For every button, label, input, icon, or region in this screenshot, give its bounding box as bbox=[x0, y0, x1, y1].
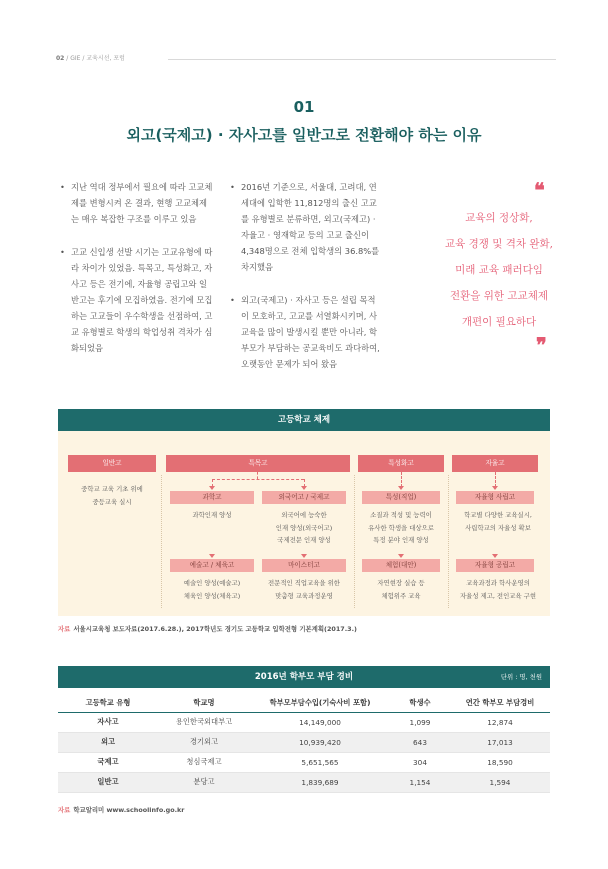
close-quote-icon: ❞ bbox=[536, 333, 547, 357]
header-rule bbox=[168, 59, 556, 60]
arrow-icon bbox=[492, 554, 498, 558]
subtype-arts: 예술고 / 체육고 bbox=[170, 559, 254, 572]
table-cell: 14,149,000 bbox=[250, 712, 390, 732]
source-label: 자료 bbox=[58, 806, 71, 814]
column-header: 고등학교 유형 bbox=[58, 694, 158, 712]
table-cell: 분당고 bbox=[158, 772, 250, 792]
subtype-public: 자율형 공립고 bbox=[456, 559, 534, 572]
table-cell: 용인한국외대부고 bbox=[158, 712, 250, 732]
table-cell: 국제고 bbox=[58, 752, 158, 772]
category-autonomous: 자율고 bbox=[452, 455, 538, 472]
source-text: 서울시교육청 보도자료(2017.6.28.), 2017학년도 경기도 고등학교 입학전형 기본계획(2017.3.) bbox=[73, 625, 357, 633]
general-desc bbox=[68, 483, 156, 508]
page-number: 02 bbox=[56, 55, 65, 62]
quote-line: 전환을 위한 고교체제 bbox=[450, 290, 548, 302]
desc-line: 유사한 학생을 대상으로 bbox=[368, 523, 434, 532]
desc-line: 자율성 제고, 전인교육 구현 bbox=[459, 591, 537, 600]
arrow-icon bbox=[209, 486, 215, 490]
subtype-science: 과학고 bbox=[170, 491, 254, 504]
quote-line: 미래 교육 패러다임 bbox=[455, 264, 543, 276]
table-cell: 1,594 bbox=[450, 772, 550, 792]
source-text: 학교알리미 www.schoolinfo.go.kr bbox=[73, 806, 185, 814]
table-cell: 5,651,565 bbox=[250, 752, 390, 772]
vocational-desc bbox=[356, 509, 446, 547]
diagram-source bbox=[58, 624, 357, 633]
desc-line: 맞춤형 교육과정운영 bbox=[275, 591, 333, 600]
alternative-desc bbox=[356, 577, 446, 602]
desc-line: 인재 양성(외국어고) bbox=[275, 523, 333, 532]
arrow-icon bbox=[301, 554, 307, 558]
column-divider bbox=[161, 475, 162, 608]
column-header: 학부모부담수입(기숙사비 포함) bbox=[250, 694, 390, 712]
table-cell: 18,590 bbox=[450, 752, 550, 772]
subtype-foreign: 외국어고 / 국제고 bbox=[262, 491, 346, 504]
table-source bbox=[58, 805, 184, 814]
foreign-desc bbox=[258, 509, 350, 547]
arrow-icon bbox=[301, 486, 307, 490]
desc-line: 과학인재 양성 bbox=[192, 511, 232, 519]
connector bbox=[495, 472, 496, 487]
connector bbox=[257, 472, 258, 479]
quote-text bbox=[424, 205, 574, 335]
subtype-alternative: 체험(대안) bbox=[362, 559, 440, 572]
column-divider bbox=[354, 475, 355, 608]
subtype-meister: 마이스터고 bbox=[262, 559, 346, 572]
column-header: 학생수 bbox=[390, 694, 450, 712]
desc-line: 자연현장 실습 등 bbox=[377, 579, 425, 587]
desc-line: 중학교 교육 기초 위에 bbox=[81, 485, 143, 493]
header-subsection: 교육시선, 포럼 bbox=[86, 55, 125, 62]
connector bbox=[401, 472, 402, 487]
arts-desc bbox=[166, 577, 258, 602]
header-section: GIE bbox=[70, 55, 81, 62]
section-number: 01 bbox=[293, 98, 315, 116]
arrow-icon bbox=[398, 486, 404, 490]
open-quote-icon: ❝ bbox=[534, 178, 545, 202]
desc-line: 예술인 양성(예술고) bbox=[183, 579, 241, 587]
desc-line: 소질과 적성 및 능력이 bbox=[370, 511, 432, 519]
desc-line: 중등교육 실시 bbox=[92, 497, 132, 506]
source-label: 자료 bbox=[58, 625, 71, 633]
quote-line: 교육의 정상화, bbox=[465, 212, 533, 224]
table-row bbox=[58, 732, 550, 752]
desc-line: 외국어에 능숙한 bbox=[281, 511, 327, 519]
desc-line: 전문적인 직업교육을 위한 bbox=[268, 579, 340, 587]
table-cell: 일반고 bbox=[58, 772, 158, 792]
diagram-title: 고등학교 체제 bbox=[58, 409, 550, 431]
public-desc bbox=[448, 577, 548, 602]
desc-line: 학교별 다양한 교육실시, bbox=[464, 511, 532, 519]
table-cell: 1,154 bbox=[390, 772, 450, 792]
subtype-vocational: 특성(직업) bbox=[362, 491, 440, 504]
table-cell: 643 bbox=[390, 732, 450, 752]
page-header bbox=[56, 53, 556, 65]
expense-table bbox=[58, 694, 550, 793]
table-cell: 1,839,689 bbox=[250, 772, 390, 792]
table-row bbox=[58, 712, 550, 732]
connector bbox=[212, 479, 304, 480]
header-separator: / bbox=[66, 55, 69, 62]
table-header-row bbox=[58, 694, 550, 712]
arrow-icon bbox=[209, 554, 215, 558]
bullet-paragraph: • 지난 역대 정부에서 필요에 따라 고교체제를 변형시켜 온 결과, 현행 고교체제는 매우 복잡한 구조를 이루고 있음 bbox=[58, 179, 214, 227]
subtype-private: 자율형 사립고 bbox=[456, 491, 534, 504]
quote-line: 개편이 필요하다 bbox=[461, 316, 537, 328]
table-row bbox=[58, 772, 550, 792]
table-cell: 경기외고 bbox=[158, 732, 250, 752]
table-title: 2016년 학부모 부담 경비 bbox=[254, 672, 354, 682]
bullet-paragraph: • 2016년 기준으로, 서울대, 고려대, 연세대에 입학한 11,812명의 출신 고교를 유형별로 분류하면, 외고(국제고) · 자율고 · 영재학교 등의 고교 출신이 4,348명으로 전체 입학생의 36.8%를 차지했음 bbox=[228, 179, 383, 275]
table-row bbox=[58, 752, 550, 772]
meister-desc bbox=[256, 577, 352, 602]
header-separator-2: / bbox=[82, 55, 85, 62]
private-desc bbox=[450, 509, 546, 534]
column-header: 연간 학부모 부담경비 bbox=[450, 694, 550, 712]
page-title: 외고(국제고) · 자사고를 일반고로 전환해야 하는 이유 bbox=[126, 126, 482, 144]
arrow-icon bbox=[398, 554, 404, 558]
science-desc bbox=[170, 509, 254, 522]
table-cell: 외고 bbox=[58, 732, 158, 752]
table-cell: 12,874 bbox=[450, 712, 550, 732]
table-cell: 17,013 bbox=[450, 732, 550, 752]
table-title-bar bbox=[58, 666, 550, 688]
text-column-2 bbox=[228, 179, 383, 389]
text-column-1 bbox=[58, 179, 214, 373]
desc-line: 특정 분야 인재 양성 bbox=[373, 536, 429, 544]
desc-line: 국제전문 인재 양성 bbox=[277, 536, 331, 544]
quote-line: 교육 경쟁 및 격차 완화, bbox=[445, 238, 553, 250]
table-cell: 10,939,420 bbox=[250, 732, 390, 752]
bullet-paragraph: • 외고(국제고) · 자사고 등은 설립 목적이 모호하고, 고교를 서열화시키며, 사교육을 많이 발생시킬 뿐만 아니라, 학부모가 부담하는 공교육비도 과다하여, 오랫동안 문제가 되어 왔음 bbox=[228, 292, 383, 372]
category-specialized: 특성화고 bbox=[358, 455, 444, 472]
table-cell: 304 bbox=[390, 752, 450, 772]
school-system-diagram bbox=[58, 431, 550, 616]
category-special: 특목고 bbox=[166, 455, 350, 472]
table-cell: 1,099 bbox=[390, 712, 450, 732]
desc-line: 체험위주 교육 bbox=[381, 591, 421, 600]
category-general: 일반고 bbox=[68, 455, 156, 472]
arrow-icon bbox=[492, 486, 498, 490]
table-cell: 청심국제고 bbox=[158, 752, 250, 772]
desc-line: 체육인 양성(체육고) bbox=[183, 591, 241, 600]
table-cell: 자사고 bbox=[58, 712, 158, 732]
desc-line: 교육과정과 학사운영의 bbox=[466, 579, 530, 587]
bullet-paragraph: • 고교 신입생 선발 시기는 고교유형에 따라 차이가 있었음. 특목고, 특성화고, 자사고 등은 전기에, 자율형 공립고와 일반고는 후기에 모집하였음. 전기에 모집하는 고교들이 우수학생을 선점하여, 고교 유형별로 학생의 학업성취 격차가 심화되었음 bbox=[58, 244, 214, 356]
desc-line: 사립학교의 자율성 확보 bbox=[465, 523, 531, 532]
column-header: 학교명 bbox=[158, 694, 250, 712]
table-unit: 단위 : 명, 천원 bbox=[500, 673, 542, 681]
